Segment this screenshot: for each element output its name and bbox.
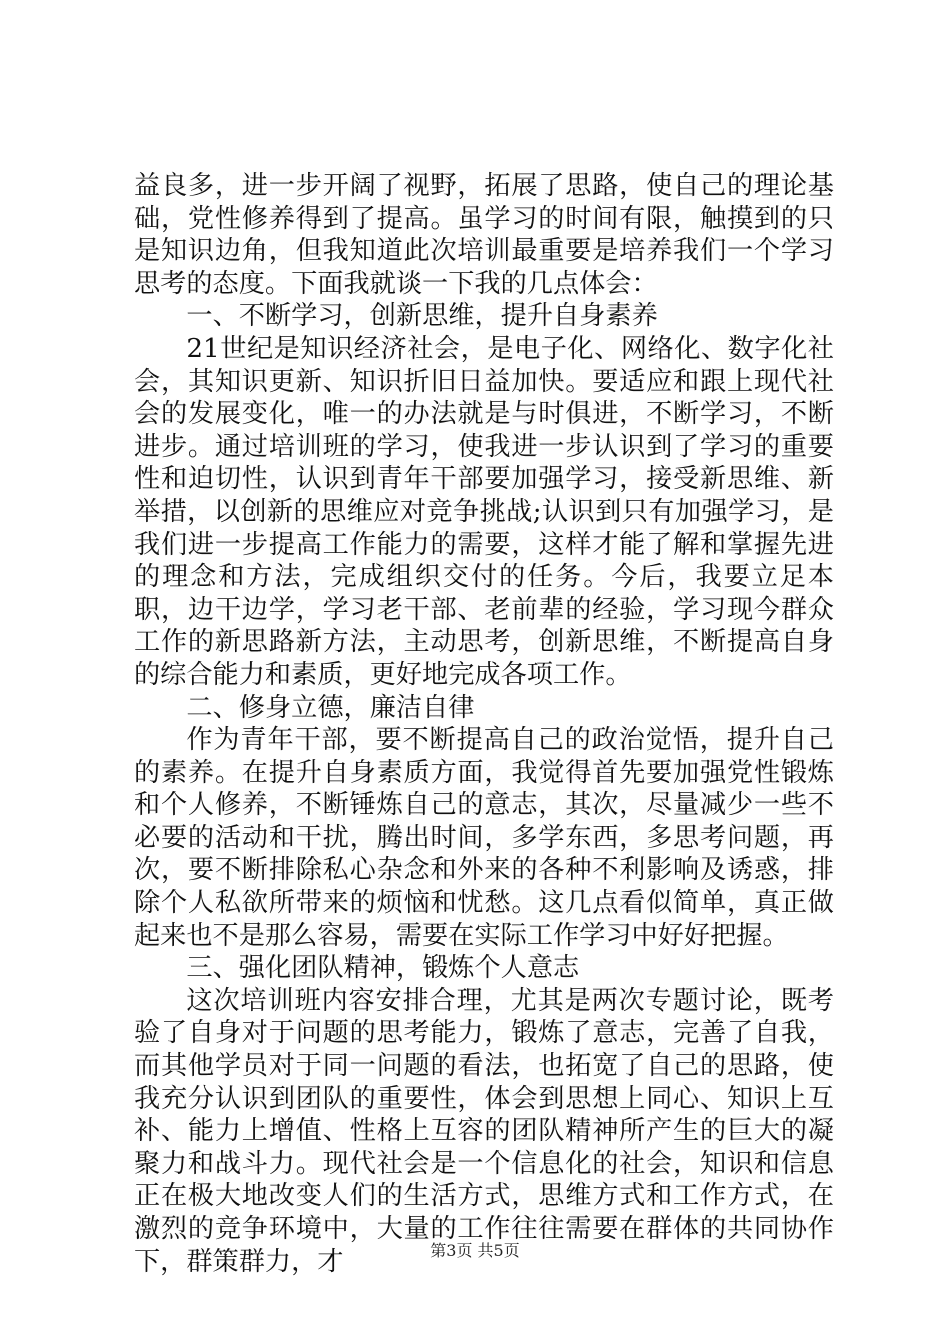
section-heading-1: 一、不断学习，创新思维，提升自身素养 bbox=[186, 301, 658, 332]
paragraph-continued: 益良多，进一步开阔了视野，拓展了思路，使自己的理论基础，党性修养得到了提高。虽学习的时间有限，触摸到的只是知识边角，但我知道此次培训最重要是培养我们一个学习思考的态度。下面我就谈一下我的几点体会： bbox=[134, 171, 834, 299]
section-heading-3: 三、强化团队精神，锻炼个人意志 bbox=[186, 953, 580, 984]
page-number-label: 第3页 共5页 bbox=[430, 1241, 520, 1260]
document-body bbox=[134, 170, 834, 1278]
section-heading-2: 二、修身立德，廉洁自律 bbox=[186, 692, 475, 723]
paragraph-section-1: 21世纪是知识经济社会，是电子化、网络化、数字化社会，其知识更新、知识折旧日益加快。要适应和跟上现代社会的发展变化，唯一的办法就是与时俱进，不断学习，不断进步。通过培训班的学习，使我进一步认识到了学习的重要性和迫切性，认识到青年干部要加强学习，接受新思维、新举措，以创新的思维应对竞争挑战;认识到只有加强学习，是我们进一步提高工作能力的需要，这样才能了解和掌握先进的理念和方法，完成组织交付的任务。今后，我要立足本职，边干边学，学习老干部、老前辈的经验，学习现今群众工作的新思路新方法，主动思考，创新思维，不断提高自身的综合能力和素质，更好地完成各项工作。 bbox=[134, 333, 834, 690]
page-footer bbox=[0, 1241, 950, 1261]
paragraph-section-2: 作为青年干部，要不断提高自己的政治觉悟，提升自己的素养。在提升自身素质方面，我觉得首先要加强党性锻炼和个人修养，不断锤炼自己的意志，其次，尽量减少一些不必要的活动和干扰，腾出时间，多学东西，多思考问题，再次，要不断排除私心杂念和外来的各种不利影响及诱惑，排除个人私欲所带来的烦恼和忧愁。这几点看似简单，真正做起来也不是那么容易，需要在实际工作学习中好好把握。 bbox=[134, 725, 834, 951]
paragraph-section-3: 这次培训班内容安排合理，尤其是两次专题讨论，既考验了自身对于问题的思考能力，锻炼了意志，完善了自我，而其他学员对于同一问题的看法，也拓宽了自己的思路，使我充分认识到团队的重要性，体会到思想上同心、知识上互补、能力上增值、性格上互容的团队精神所产生的巨大的凝聚力和战斗力。现代社会是一个信息化的社会，知识和信息正在极大地改变人们的生活方式，思维方式和工作方式，在激烈的竞争环境中，大量的工作往往需要在群体的共同协作下，群策群力，才 bbox=[134, 985, 834, 1277]
